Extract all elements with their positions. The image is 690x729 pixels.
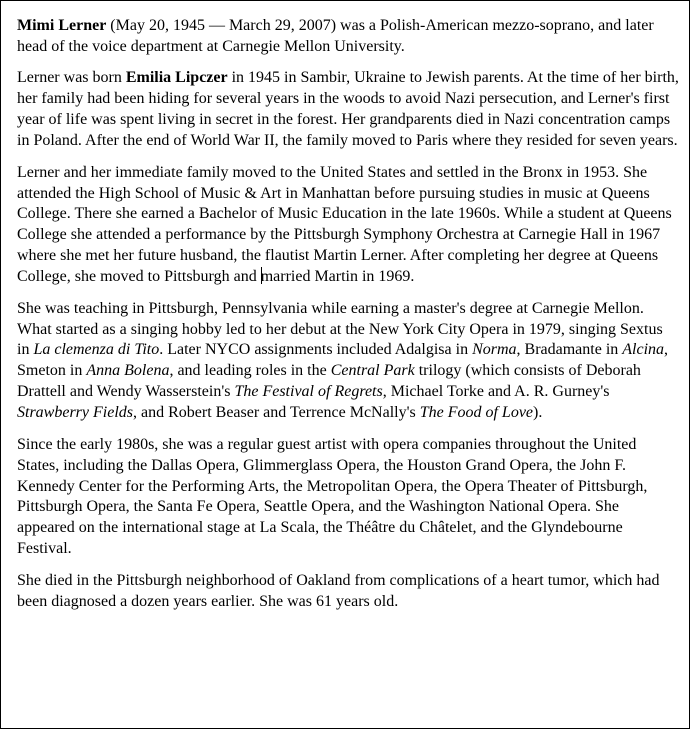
career-text-7: , Michael Torke and A. R. Gurney's [382,383,610,401]
opera-title-strawberry-fields: Strawberry Fields [17,404,133,422]
document-body[interactable] [17,16,679,613]
career-text-8: , and Robert Beaser and Terrence McNally's [133,404,420,422]
opera-title-alcina: Alcina [622,341,665,359]
career-text-1: She was teaching in Pittsburgh, Pennsylvania while earning a master's degree at Carnegie Mellon. What started as a singing hobby led to her debut at the New York City Opera in 1979, singing Sextus in [17,299,663,359]
career-text-2: . Later NYCO assignments included Adalgisa in [159,341,473,359]
paragraph-education [17,163,679,288]
early-life-text-1: Lerner was born [17,69,126,87]
opera-title-food-of-love: The Food of Love [419,404,534,422]
paragraph-early-life [17,68,679,152]
paragraph-intro [17,16,679,58]
subject-name: Mimi Lerner [17,17,107,34]
birth-name: Emilia Lipczer [125,69,228,87]
early-life-text-2: in 1945 in Sambir, Ukraine to Jewish parents. At the time of her birth, her family had been hiding for several years in the woods to avoid Nazi persecution, and Lerner's first year of life was spent living in secret in the forest. Her grandparents died in Nazi concentration camps in Poland. After the end of World War II, the family moved to Paris where they resided for seven years. [17,69,679,150]
opera-title-anna-bolena: Anna Bolena [86,362,170,380]
career-text-4: , Smeton in [17,341,669,380]
opera-title-central-park: Central Park [330,362,415,380]
career-text-6: trilogy (which consists of Deborah Drattell and Wendy Wasserstein's [17,362,641,401]
education-text-2: married Martin in 1969. [260,268,415,286]
career-text-3: , Bradamante in [516,341,623,359]
opera-title-la-clemenza: La clemenza di Tito [33,341,160,359]
career-text-5: , and leading roles in the [169,362,331,380]
intro-text: (May 20, 1945 — March 29, 2007) was a Polish-American mezzo-soprano, and later head of the voice department at Carnegie Mellon University. [17,17,654,55]
paragraph-career [17,299,679,424]
opera-title-festival-of-regrets: The Festival of Regrets [234,383,383,401]
paragraph-death: She died in the Pittsburgh neighborhood of Oakland from complications of a heart tumor, which had been diagnosed a dozen years earlier. She was 61 years old. [17,571,660,610]
education-text-1: Lerner and her immediate family moved to the United States and settled in the Bronx in 1953. She attended the High School of Music & Art in Manhattan before pursuing studies in music at Queens College. There she earned a Bachelor of Music Education in the late 1960s. While a student at Queens College she attended a performance by the Pittsburgh Symphony Orchestra at Carnegie Hall in 1967 where she met her future husband, the flautist Martin Lerner. After completing her degree at Queens College, she moved to Pittsburgh and [17,163,672,286]
paragraph-guest-artist: Since the early 1980s, she was a regular guest artist with opera companies throughout the United States, including the Dallas Opera, Glimmerglass Opera, the Houston Grand Opera, the John F. Kennedy Center for the Performing Arts, the Metropolitan Opera, the Opera Theater of Pittsburgh, Pittsburgh Opera, the Santa Fe Opera, Seattle Opera, and the Washington National Opera. She appeared on the international stage at La Scala, the Théâtre du Châtelet, and the Glyndebourne Festival. [17,435,648,558]
career-text-9: ). [533,404,543,422]
opera-title-norma: Norma [472,341,517,359]
